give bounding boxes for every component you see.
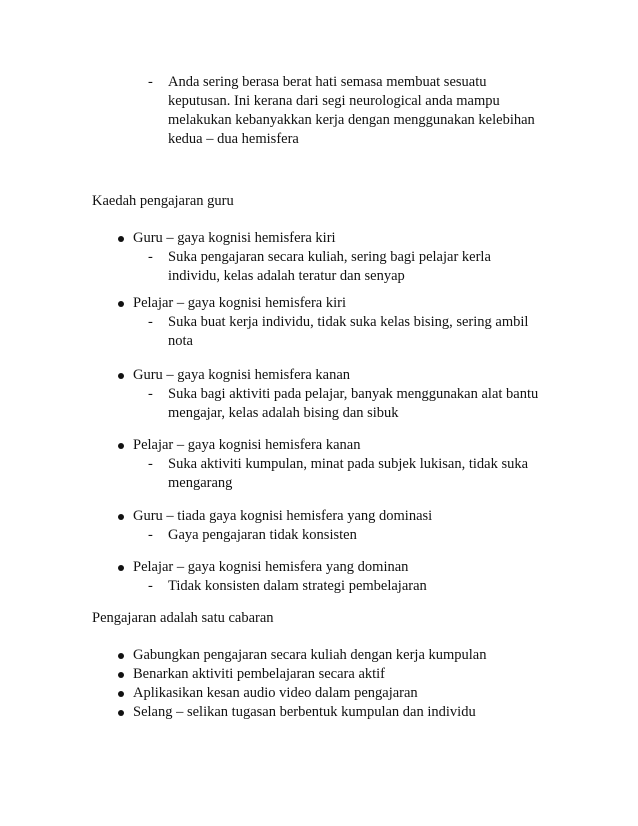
sub-item-line: Suka bagi aktiviti pada pelajar, banyak menggunakan alat bantu (168, 386, 539, 402)
bullet-icon (118, 301, 124, 307)
sub-item-line: Suka aktiviti kumpulan, minat pada subjek lukisan, tidak suka (168, 456, 529, 472)
bullet-icon (118, 672, 124, 678)
list-item: Guru – tiada gaya kognisi hemisfera yang dominasi (133, 508, 433, 524)
list-item: Selang – selikan tugasan berbentuk kumpulan dan individu (133, 704, 476, 720)
list-item: Gabungkan pengajaran secara kuliah dengan kerja kumpulan (133, 647, 487, 663)
list-item: Pelajar – gaya kognisi hemisfera yang dominan (133, 559, 409, 575)
bullet-icon (118, 514, 124, 520)
list-item: Pelajar – gaya kognisi hemisfera kiri (133, 295, 347, 311)
bullet-icon (118, 653, 124, 659)
dash-marker: - (148, 386, 153, 402)
bullet-icon (118, 236, 124, 242)
sub-item-line: Suka buat kerja individu, tidak suka kelas bising, sering ambil (168, 314, 529, 330)
list-item: Aplikasikan kesan audio video dalam pengajaran (133, 685, 418, 701)
sub-item-line: mengarang (168, 475, 233, 491)
list-item: Benarkan aktiviti pembelajaran secara aktif (133, 666, 386, 682)
intro-line-3: melakukan kebanyakkan kerja dengan menggunakan kelebihan (168, 112, 535, 128)
sub-item-line: Tidak konsisten dalam strategi pembelajaran (168, 578, 427, 594)
sub-item-line: individu, kelas adalah teratur dan senyap (168, 268, 405, 284)
bullet-icon (118, 443, 124, 449)
sub-item-line: mengajar, kelas adalah bising dan sibuk (168, 405, 399, 421)
bullet-icon (118, 373, 124, 379)
list-item: Guru – gaya kognisi hemisfera kanan (133, 367, 351, 383)
bullet-icon (118, 565, 124, 571)
sub-item-line: nota (168, 333, 193, 349)
dash-marker: - (148, 578, 153, 594)
section-heading: Pengajaran adalah satu cabaran (92, 610, 274, 626)
list-item: Guru – gaya kognisi hemisfera kiri (133, 230, 336, 246)
sub-item-line: Suka pengajaran secara kuliah, sering bagi pelajar kerla (168, 249, 491, 265)
bullet-icon (118, 710, 124, 716)
dash-marker: - (148, 249, 153, 265)
intro-line-4: kedua – dua hemisfera (168, 131, 299, 147)
list-item: Pelajar – gaya kognisi hemisfera kanan (133, 437, 361, 453)
dash-marker: - (148, 74, 153, 90)
intro-line-1: Anda sering berasa berat hati semasa membuat sesuatu (168, 74, 487, 90)
dash-marker: - (148, 314, 153, 330)
bullet-icon (118, 691, 124, 697)
dash-marker: - (148, 456, 153, 472)
sub-item-line: Gaya pengajaran tidak konsisten (168, 527, 357, 543)
dash-marker: - (148, 527, 153, 543)
intro-line-2: keputusan. Ini kerana dari segi neurological anda mampu (168, 93, 500, 109)
section-heading: Kaedah pengajaran guru (92, 193, 234, 209)
